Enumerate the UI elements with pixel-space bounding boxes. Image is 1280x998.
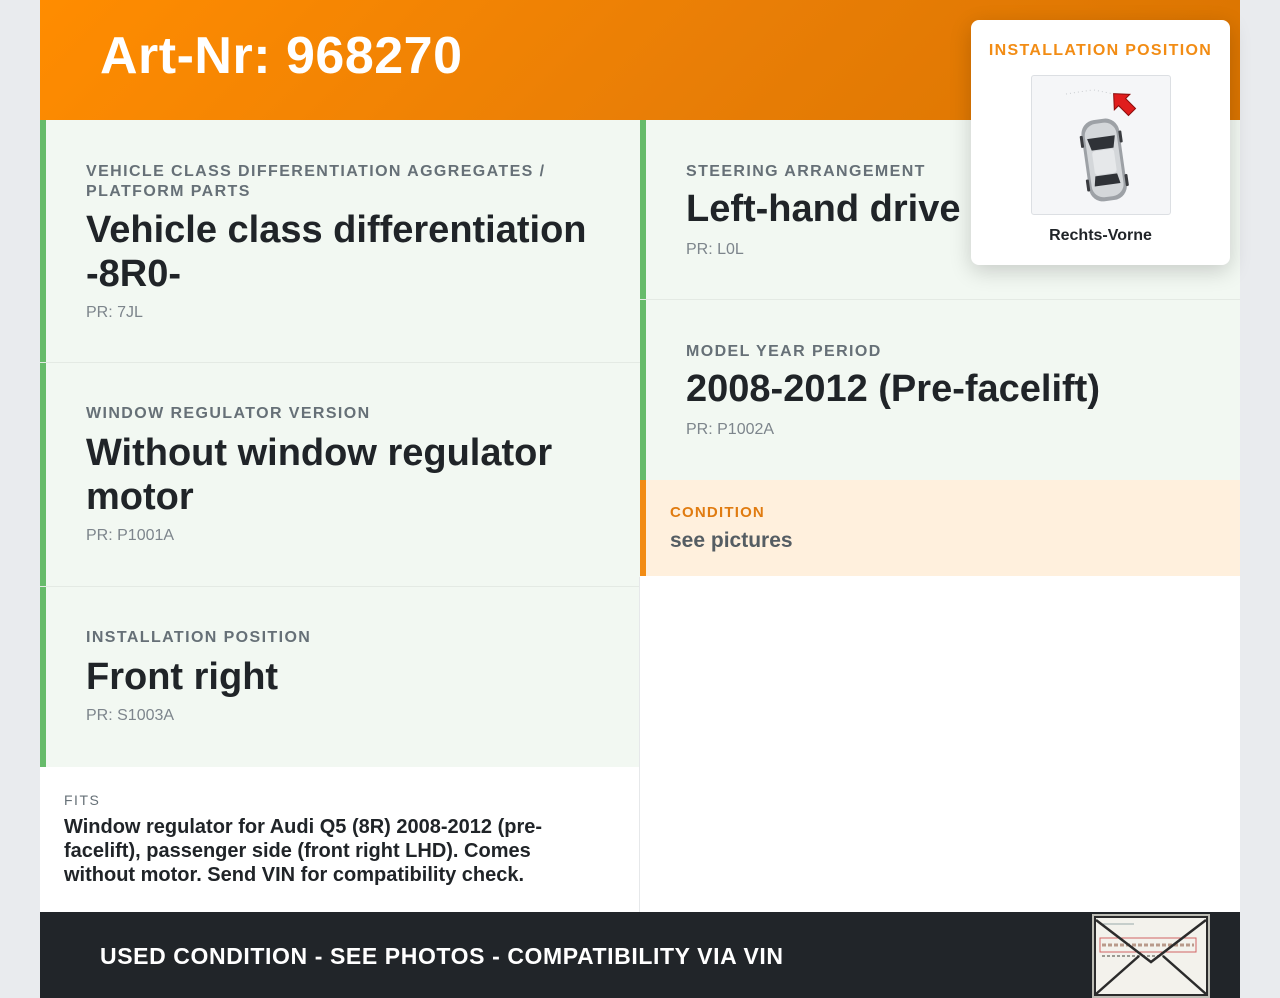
envelope-stamp-icon	[1094, 916, 1208, 996]
fits-section	[40, 767, 640, 912]
spec-cell-installation-position	[40, 587, 640, 767]
footer-banner	[40, 912, 1240, 998]
spec-label: MODEL YEAR PERIOD	[686, 343, 882, 360]
fits-description: Window regulator for Audi Q5 (8R) 2008-2012 (pre-facelift), passenger side (front right LHD). Comes without motor. Send VIN for compatibility check.	[64, 816, 543, 886]
footer-text: USED CONDITION - SEE PHOTOS - COMPATIBILITY VIA VIN	[100, 943, 784, 969]
column-divider	[639, 577, 640, 912]
popup-caption: Rechts-Vorne	[1049, 227, 1152, 244]
car-top-view-icon	[1032, 76, 1170, 214]
spec-value: Vehicle class differentiation -8R0-	[86, 209, 587, 295]
installation-position-popup	[971, 20, 1230, 265]
spec-cell-vehicle-class	[40, 120, 640, 363]
condition-cell	[640, 480, 1240, 576]
spec-label: VEHICLE CLASS DIFFERENTIATION AGGREGATES / PLATFORM PARTS	[86, 163, 546, 200]
condition-label: CONDITION	[670, 504, 765, 521]
spec-pr-code: PR: S1003A	[86, 707, 175, 724]
spec-pr-code: PR: P1001A	[86, 527, 175, 544]
spec-cell-model-year-period	[640, 300, 1240, 480]
car-position-image[interactable]	[1031, 75, 1171, 215]
popup-title: INSTALLATION POSITION	[988, 42, 1213, 59]
spec-pr-code: PR: 7JL	[86, 304, 143, 321]
spec-cell-window-regulator-version	[40, 363, 640, 586]
spec-pr-code: PR: L0L	[686, 241, 744, 258]
document-stamp-thumbnail	[1092, 914, 1210, 998]
spec-pr-code: PR: P1002A	[686, 421, 775, 438]
spec-value: Left-hand drive	[686, 188, 961, 230]
spec-label: STEERING ARRANGEMENT	[686, 163, 926, 180]
condition-value: see pictures	[670, 529, 793, 552]
spec-value: 2008-2012 (Pre-facelift)	[686, 368, 1100, 410]
spec-label: WINDOW REGULATOR VERSION	[86, 405, 371, 422]
spec-value: Front right	[86, 656, 279, 698]
article-number-title: Art-Nr: 968270	[100, 27, 463, 85]
fits-label: FITS	[64, 792, 101, 808]
spec-value: Without window regulator motor	[86, 432, 553, 518]
spec-label: INSTALLATION POSITION	[86, 629, 312, 646]
